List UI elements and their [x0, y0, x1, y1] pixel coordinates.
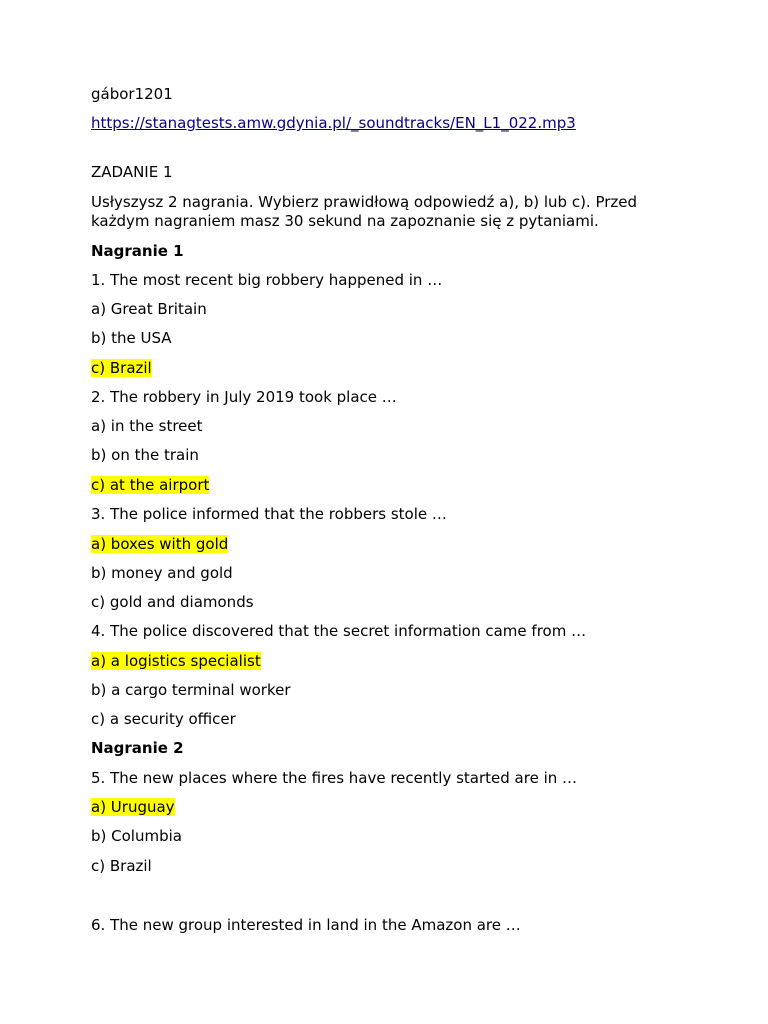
- recording-1-heading: Nagranie 1: [91, 242, 184, 260]
- q4-option-c: c) a security officer: [91, 710, 236, 728]
- q2-option-b: b) on the train: [91, 446, 199, 464]
- q5-answer-highlight: a) Uruguay: [91, 798, 175, 816]
- question-4: 4. The police discovered that the secret information came from …: [91, 622, 587, 640]
- q3-answer-highlight: a) boxes with gold: [91, 535, 229, 553]
- q4-answer-highlight: a) a logistics specialist: [91, 652, 261, 670]
- q1-option-a: a) Great Britain: [91, 300, 207, 318]
- q3-option-b: b) money and gold: [91, 564, 233, 582]
- q1-option-b: b) the USA: [91, 329, 172, 347]
- question-5: 5. The new places where the fires have recently started are in …: [91, 769, 578, 787]
- instructions-line-2: każdym nagraniem masz 30 sekund na zapoznanie się z pytaniami.: [91, 212, 599, 230]
- author-name: gábor1201: [91, 85, 173, 103]
- recording-2-heading: Nagranie 2: [91, 739, 184, 757]
- q5-option-b: b) Columbia: [91, 827, 182, 845]
- q5-option-c: c) Brazil: [91, 857, 152, 875]
- question-3: 3. The police informed that the robbers stole …: [91, 505, 447, 523]
- q2-answer-highlight: c) at the airport: [91, 476, 210, 494]
- q4-option-a-answer: [91, 651, 261, 671]
- q5-option-a-answer: [91, 797, 175, 817]
- q2-option-c-answer: [91, 475, 209, 495]
- task-title: ZADANIE 1: [91, 163, 173, 181]
- question-2: 2. The robbery in July 2019 took place …: [91, 388, 397, 406]
- q1-answer-highlight: c) Brazil: [91, 359, 152, 377]
- audio-link[interactable]: https://stanagtests.amw.gdynia.pl/_soundtracks/EN_L1_022.mp3: [91, 114, 576, 132]
- q4-option-b: b) a cargo terminal worker: [91, 681, 291, 699]
- q3-option-c: c) gold and diamonds: [91, 593, 254, 611]
- q1-option-c-answer: [91, 358, 152, 378]
- question-6: 6. The new group interested in land in the Amazon are …: [91, 916, 521, 934]
- q2-option-a: a) in the street: [91, 417, 203, 435]
- instructions-line-1: Usłyszysz 2 nagrania. Wybierz prawidłową odpowiedź a), b) lub c). Przed: [91, 193, 638, 211]
- question-1: 1. The most recent big robbery happened in …: [91, 271, 443, 289]
- q3-option-a-answer: [91, 534, 228, 554]
